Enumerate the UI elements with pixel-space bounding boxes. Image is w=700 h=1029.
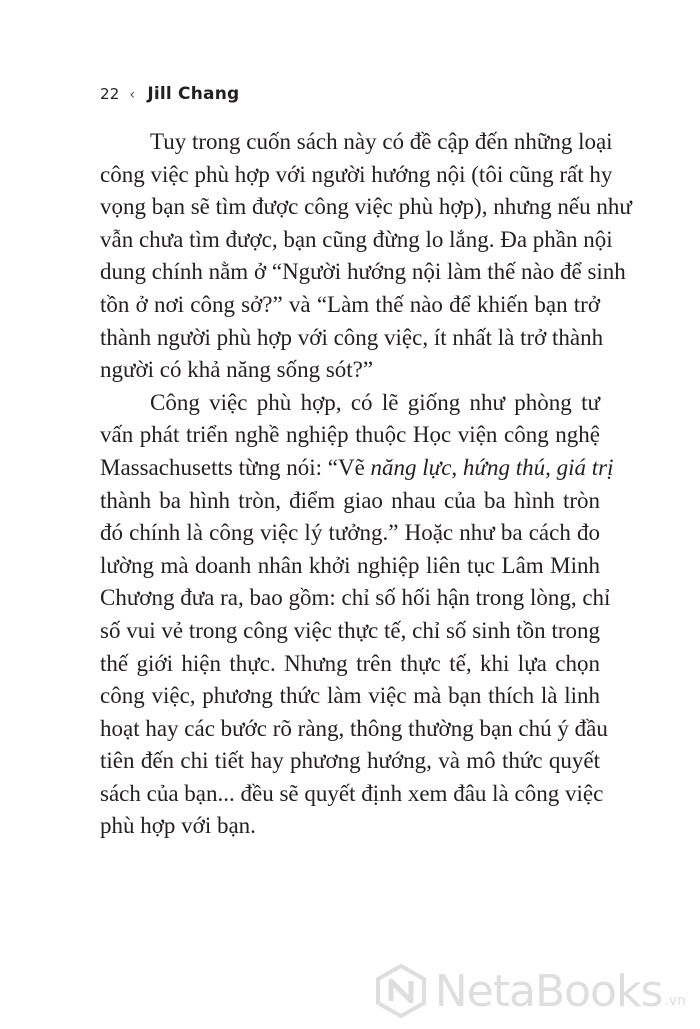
paragraph-line: hoạt hay các bước rõ ràng, thông thường bạn chú ý đầu [100,715,608,741]
running-header [100,84,239,104]
paragraph-line-mixed [100,452,614,485]
paragraph-line: vẫn chưa tìm được, bạn cũng đừng lo lắng. Đa phần nội [100,226,613,252]
paragraph-line: Công việc phù hợp, có lẽ giống như phòng tư [150,389,600,415]
paragraph-line: công việc, phương thức làm việc mà bạn thích là linh [100,683,600,709]
paragraph-line: công việc phù hợp với người hướng nội (tôi cũng rất hy [100,161,613,187]
paragraph-line: người có khả năng sống sót?” [100,357,374,383]
page-body [100,126,632,843]
paragraph-1 [100,126,632,387]
paragraph-2 [100,387,614,843]
netabooks-logo-icon [373,963,429,1019]
paragraph-line: số vui vẻ trong công việc thực tế, chỉ số sinh tồn trong [100,617,600,643]
paragraph-line: đó chính là công việc lý tưởng.” Hoặc như ba cách đo [100,520,600,546]
paragraph-line: thành ba hình tròn, điểm giao nhau của ba hình tròn [100,487,600,513]
watermark [373,963,686,1019]
paragraph-line: tồn ở nơi công sở?” và “Làm thế nào để khiến bạn trở [100,291,600,317]
author-name: Jill Chang [147,84,240,104]
paragraph-line: thế giới hiện thực. Nhưng trên thực tế, khi lựa chọn [100,650,600,676]
watermark-suffix: .vn [664,993,686,1009]
paragraph-line: tiên đến chi tiết hay phương hướng, và mô thức quyết [100,748,600,774]
italic-emphasis: năng lực, hứng thú, giá trị [370,454,614,480]
paragraph-line: vọng bạn sẽ tìm được công việc phù hợp), nhưng nếu như [100,194,632,220]
watermark-brand: NetaBooks [434,965,663,1017]
paragraph-line: thành người phù hợp với công việc, ít nhất là trở thành [100,324,604,350]
header-separator: ‹ [129,87,136,103]
line-text: Massachusetts từng nói: “Vẽ [100,454,371,480]
paragraph-line: dung chính nằm ở “Người hướng nội làm thế nào để sinh [100,259,626,285]
paragraph-line: vấn phát triển nghề nghiệp thuộc Học viện công nghệ [100,422,600,448]
page-number: 22 [100,85,120,103]
paragraph-line: lường mà doanh nhân khởi nghiệp liên tục Lâm Minh [100,552,600,578]
paragraph-line: phù hợp với bạn. [100,813,256,839]
paragraph-line: Chương đưa ra, bao gồm: chỉ số hối hận trong lòng, chỉ [100,585,611,611]
paragraph-line: sách của bạn... đều sẽ quyết định xem đâu là công việc [100,780,604,806]
paragraph-line: Tuy trong cuốn sách này có đề cập đến những loại [150,129,613,154]
